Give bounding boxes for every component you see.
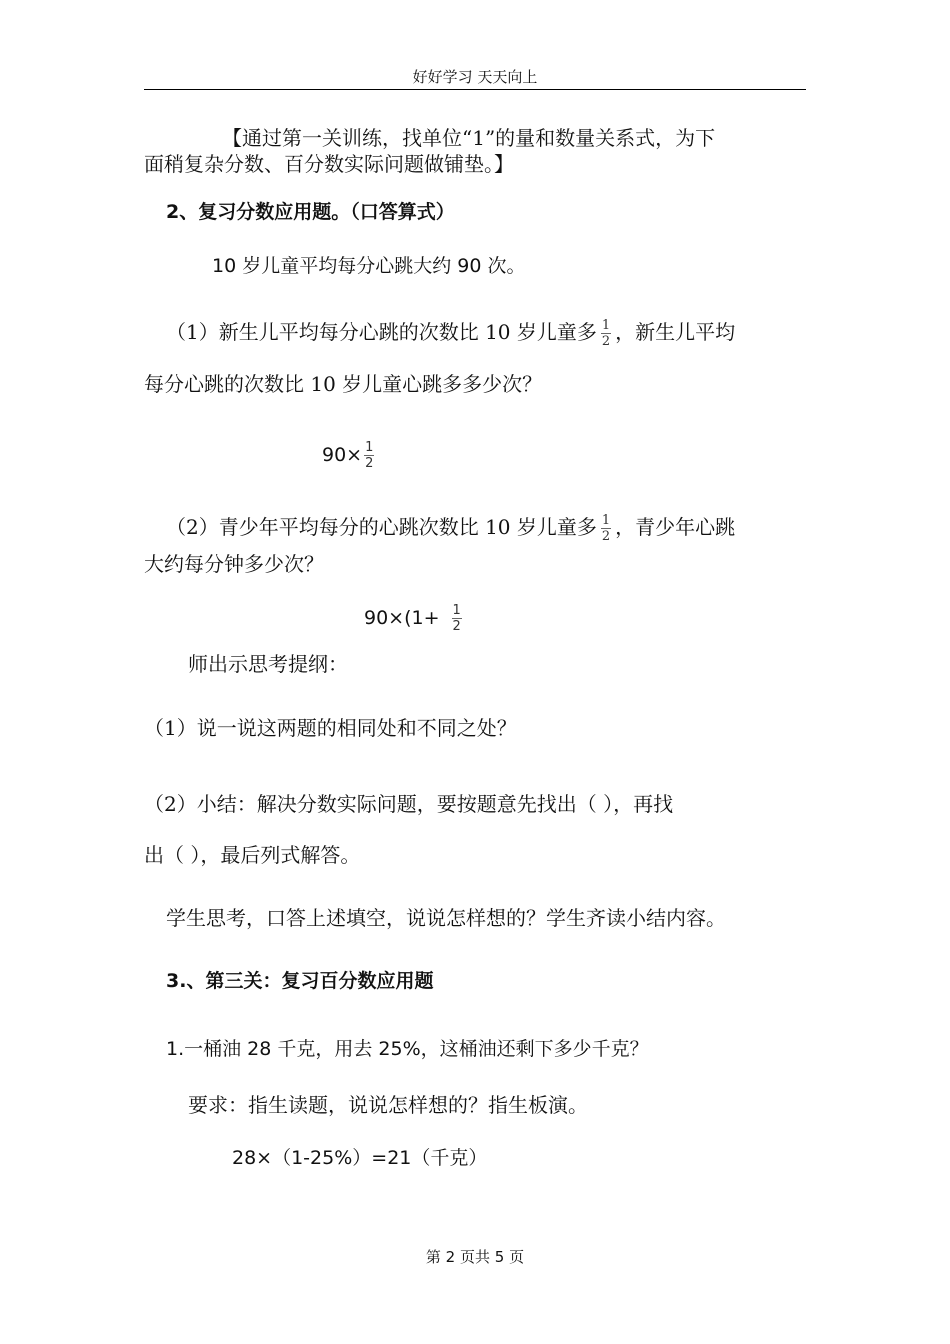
- section2-premise: 10 岁儿童平均每分心跳大约 90 次。: [212, 255, 526, 277]
- prompt-2-line-1: （2）小结：解决分数实际问题，要按题意先找出（ ），再找: [144, 792, 674, 816]
- q1-answer-numerator: 1: [365, 440, 374, 455]
- intro-line-2: 面稍复杂分数、百分数实际问题做铺垫。】: [144, 152, 514, 176]
- q2-answer-fraction: [452, 603, 462, 634]
- q2-answer-denominator: 2: [452, 619, 461, 634]
- section3-solution: 28×（1-25%）=21（千克）: [232, 1147, 488, 1169]
- q2-text-b: ，青少年心跳: [615, 515, 736, 539]
- teacher-outline: 师出示思考提纲：: [188, 652, 348, 676]
- q2-answer: [364, 603, 466, 634]
- prompt-2-line-2: 出（ ），最后列式解答。: [144, 843, 361, 867]
- q1-fraction-numerator: 1: [601, 318, 611, 333]
- q2-line-2: 大约每分钟多少次？: [144, 552, 324, 576]
- section3-problem: 1.一桶油 28 千克，用去 25%，这桶油还剩下多少千克？: [166, 1038, 649, 1060]
- q1-answer-denominator: 2: [365, 456, 374, 471]
- q2-answer-text: 90×(1+: [364, 607, 440, 629]
- q2-fraction-denominator: 2: [601, 529, 611, 544]
- q2-fraction: [601, 513, 611, 544]
- q1-answer: [322, 440, 378, 471]
- q1-answer-fraction: [364, 440, 374, 471]
- q1-text-a: （1）新生儿平均每分心跳的次数比 10 岁儿童多: [166, 320, 597, 344]
- intro-line-1: 【通过第一关训练，找单位“1”的量和数量关系式，为下: [222, 126, 716, 150]
- prompt-1: （1）说一说这两题的相同处和不同之处？: [144, 716, 517, 740]
- q1-fraction: [601, 318, 611, 349]
- q1-line-1: [166, 318, 735, 349]
- page-footer: 第 2 页共 5 页: [425, 1248, 525, 1266]
- q2-text-a: （2）青少年平均每分的心跳次数比 10 岁儿童多: [166, 515, 597, 539]
- section3-title: 3.、第三关：复习百分数应用题: [166, 970, 434, 992]
- student-activity: 学生思考，口答上述填空，说说怎样想的？学生齐读小结内容。: [166, 906, 726, 930]
- header-rule: [144, 89, 806, 90]
- q2-fraction-numerator: 1: [601, 513, 611, 528]
- q1-fraction-denominator: 2: [601, 334, 611, 349]
- q1-text-b: ，新生儿平均: [615, 320, 736, 344]
- q2-answer-numerator: 1: [452, 603, 461, 618]
- q2-line-1: [166, 513, 735, 544]
- section2-title: 2、复习分数应用题。（口答算式）: [166, 201, 455, 223]
- section3-requirement: 要求：指生读题，说说怎样想的？指生板演。: [188, 1093, 588, 1117]
- q1-answer-text: 90×: [322, 444, 363, 466]
- q1-line-2: 每分心跳的次数比 10 岁儿童心跳多多少次？: [144, 372, 543, 396]
- page-header: 好好学习 天天向上: [412, 68, 538, 86]
